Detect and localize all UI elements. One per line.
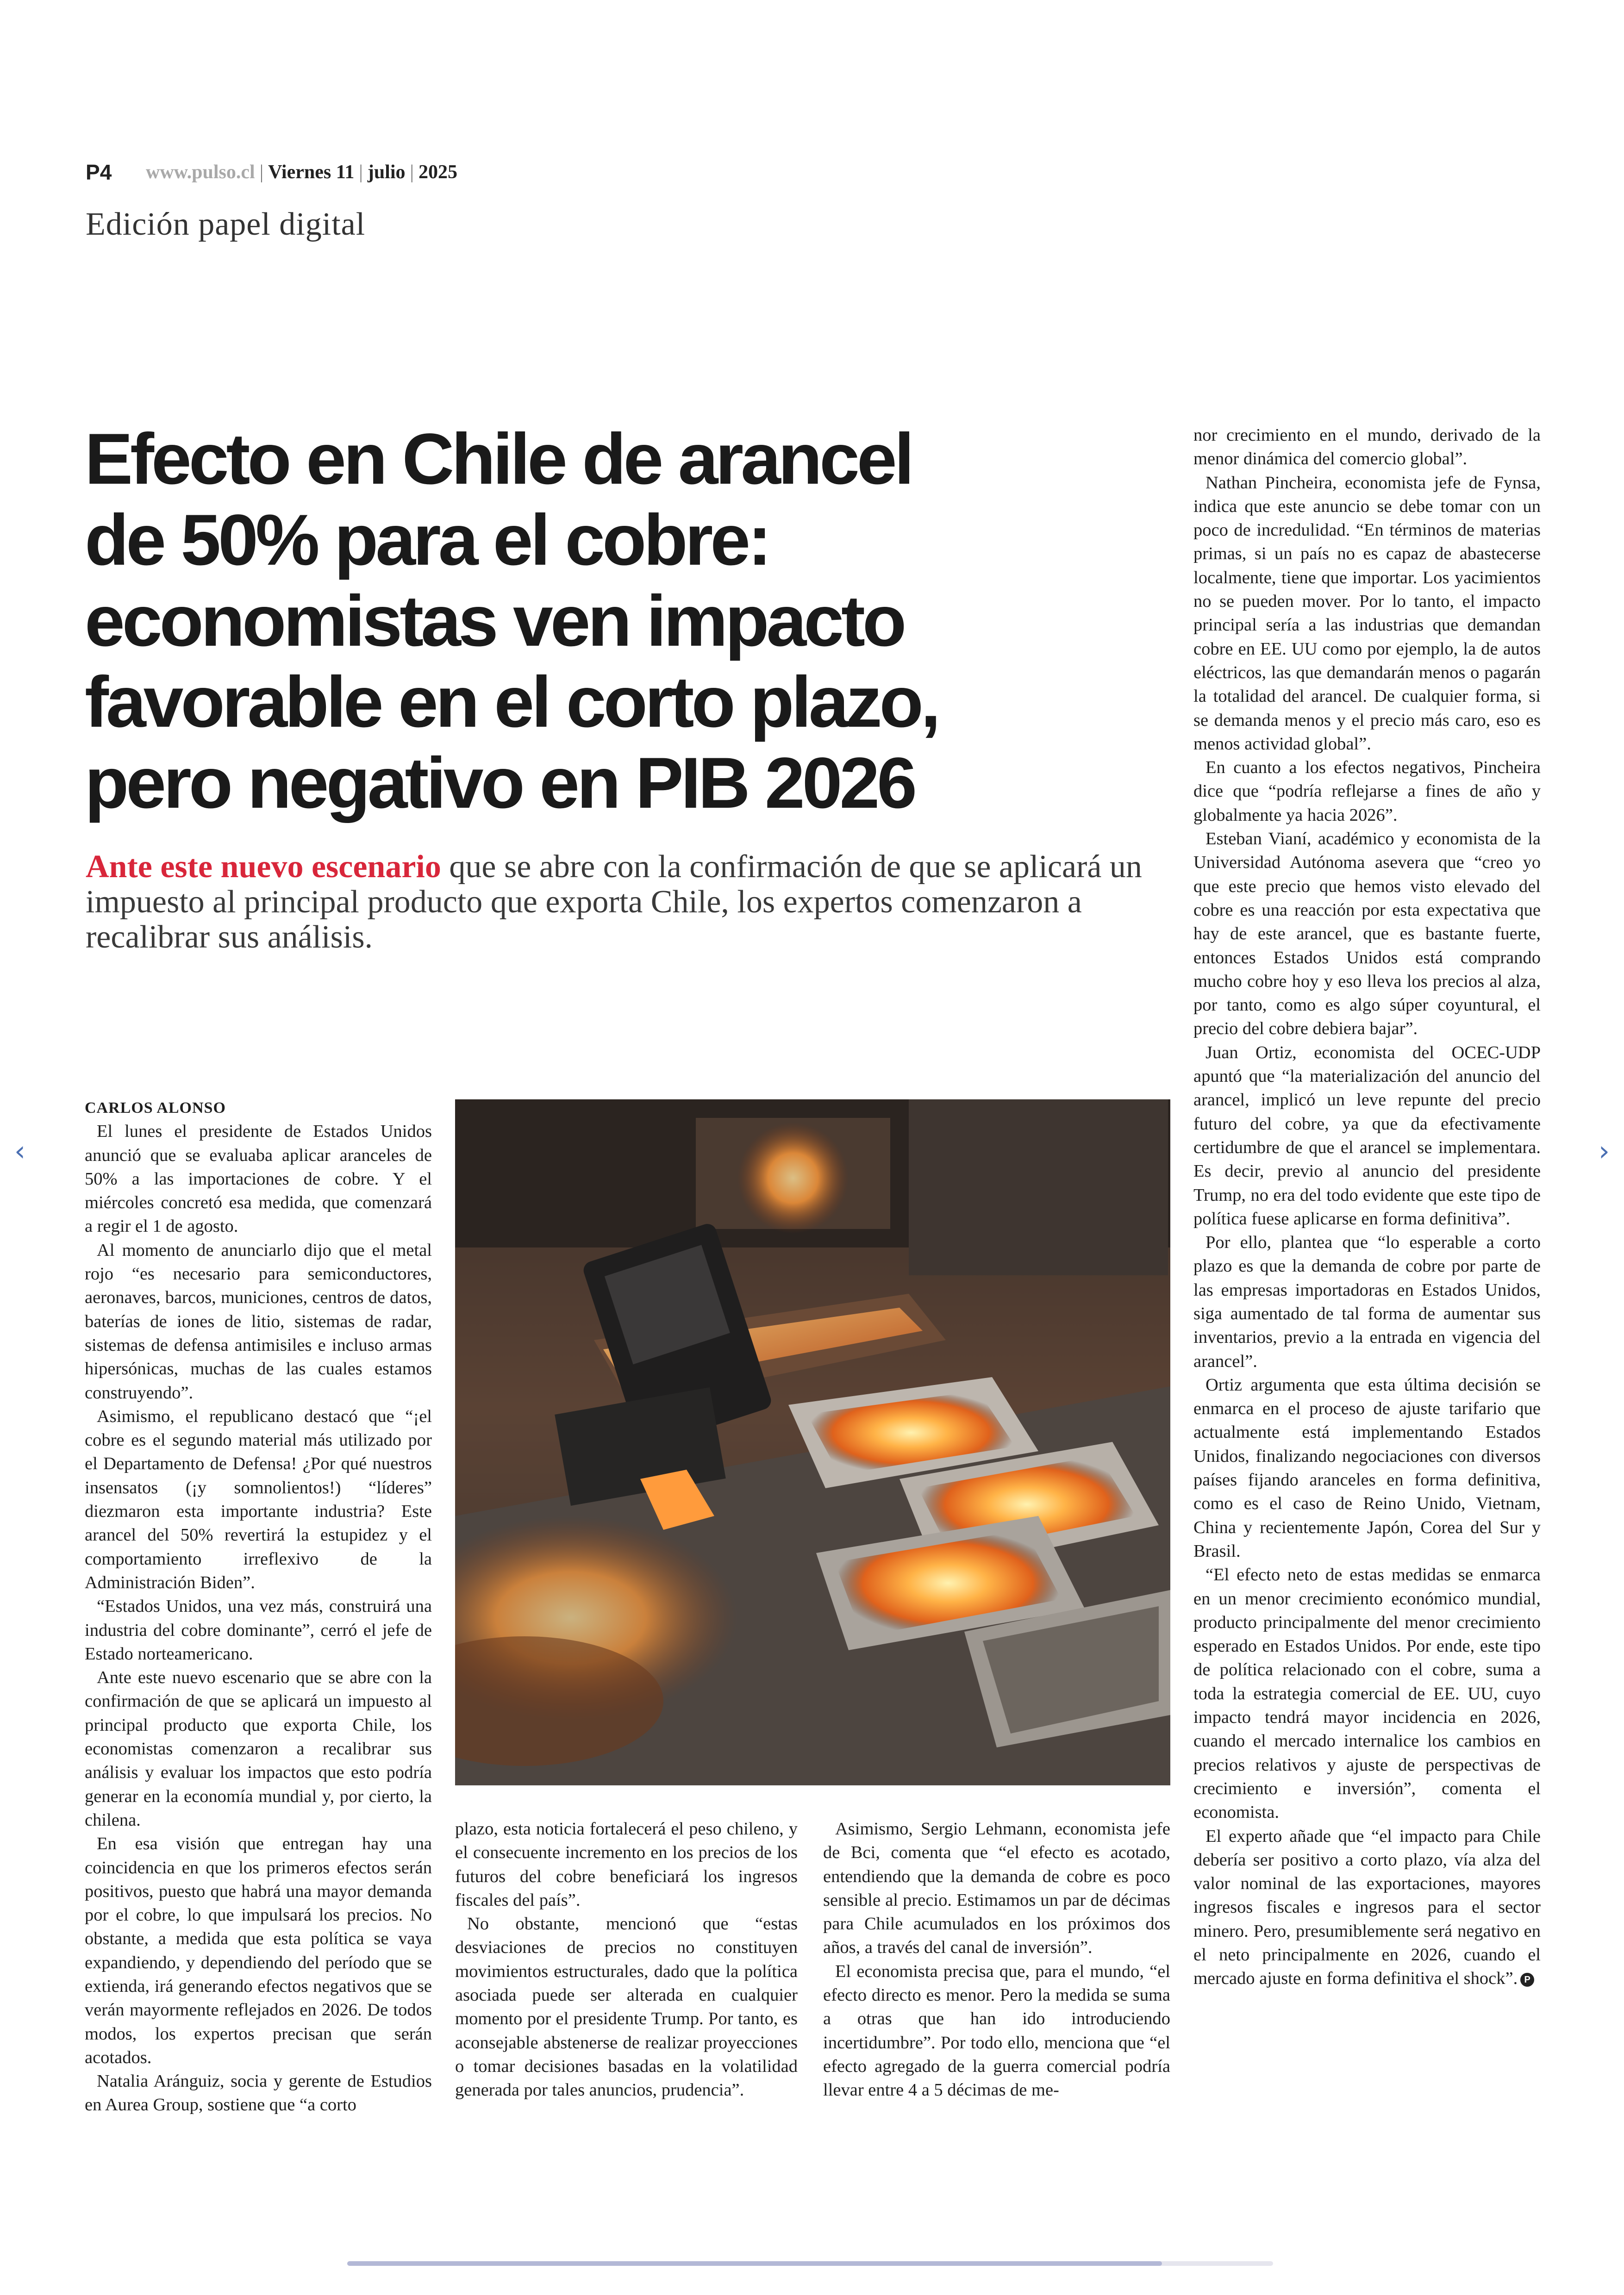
horizontal-scrollbar-thumb[interactable]	[347, 2261, 1162, 2266]
paragraph: nor crecimiento en el mundo, derivado de la menor dinámica del comercio global”.	[1193, 425, 1541, 469]
paragraph: plazo, esta noticia fortalecerá el peso chileno, y el consecuente incremento en los precios de los futuros del cobre beneficiará los ingresos fiscales del país”.	[455, 1819, 798, 1910]
paragraph: Natalia Aránguiz, socia y gerente de Estudios en Aurea Group, sostiene que “a corto	[85, 2071, 432, 2115]
copper-smelter-illustration	[455, 1099, 1170, 1785]
end-mark-icon: P	[1520, 1973, 1534, 1987]
issue-year: 2025	[418, 162, 457, 183]
edition-label: Edición papel digital	[86, 206, 366, 242]
article-column-1	[85, 1096, 432, 2117]
page-number: P4	[86, 160, 112, 184]
deck	[86, 849, 1164, 955]
headline-line: de 50% para el cobre:	[85, 500, 769, 580]
paragraph: Juan Ortiz, economista del OCEC-UDP apuntó que “la materialización del anuncio del arancel, implicó un leve repunte del precio futuro del cobre, ya que da efectivamente certidumbre de que el arancel se implementara. Es decir, previo al anuncio del presidente Trump, no era del todo evidente que este tipo de política fuese aplicarse en forma definitiva”.	[1193, 1042, 1541, 1229]
paragraph: En cuanto a los efectos negativos, Pincheira dice que “podría reflejarse a fines de año y globalmente ya hacia 2026”.	[1193, 758, 1541, 825]
paragraph: Ante este nuevo escenario que se abre con la confirmación de que se aplicará un impuesto al principal producto que exporta Chile, los economistas comenzaron a recalibrar sus análisis y evaluar los impactos que esto podría generar en la economía mundial y, por cierto, la chilena.	[85, 1668, 432, 1830]
article-photo	[455, 1099, 1170, 1785]
deck-rest: que se abre con la confirmación de que se aplicará un impuesto al principal producto que exporta Chile, los expertos comenzaron a recalibrar sus análisis.	[86, 849, 1142, 955]
article-column-4	[1193, 424, 1541, 1991]
paragraph: Esteban Vianí, académico y economista de la Universidad Autónoma asevera que “creo yo que este precio que hemos visto elevado del cobre es una reacción por esta expectativa que hay de este arancel, que es bastante fuerte, entonces Estados Unidos está comprando mucho cobre hoy y eso lleva los precios al alza, por tanto, como es algo súper coyuntural, el precio del cobre debiera bajar”.	[1193, 829, 1541, 1039]
paragraph: No obstante, mencionó que “estas desviaciones de precios no constituyen movimientos estructurales, dado que la política asociada puede ser alterada en cualquier momento por el presidente Trump. Por tanto, es aconsejable abstenerse de realizar proyecciones o tomar decisiones basadas en la volatilidad generada por tales anuncios, prudencia”.	[455, 1914, 798, 2100]
byline: CARLOS ALONSO	[85, 1099, 226, 1116]
paragraph: “Estados Unidos, una vez más, construirá una industria del cobre dominante”, cerró el jefe de Estado norteamericano.	[85, 1597, 432, 1664]
paragraph: Al momento de anunciarlo dijo que el metal rojo “es necesario para semiconductores, aeronaves, barcos, municiones, centros de datos, baterías de iones de litio, sistemas de radar, sistemas de defensa antimisiles e incluso armas hipersónicas, muchas de las cuales estamos construyendo”.	[85, 1240, 432, 1403]
paragraph: “El efecto neto de estas medidas se enmarca en un menor crecimiento económico mundial, producto principalmente del menor crecimiento esperado en Estados Unidos. Por ende, este tipo de política relacionado con el cobre, suma a toda la estrategia comercial de EE. UU, cuyo impacto tendrá mayor incidencia en 2026, cuando el mercado internalice los cambios en precios relativos y ajuste de perspectivas de crecimiento e inversión”, comenta el economista.	[1193, 1565, 1541, 1822]
headline	[85, 419, 1168, 824]
paragraph: El economista precisa que, para el mundo, “el efecto directo es menor. Pero la medida se suma a otras que han ido introduciendo incertidumbre”. Por todo ello, menciona que “el efecto agregado de la guerra comercial podría llevar entre 4 a 5 décimas de me-	[823, 1961, 1170, 2100]
paragraph	[1193, 1825, 1541, 1991]
paragraph: Ortiz argumenta que esta última decisión se enmarca en el proceso de ajuste tarifario que actualmente está implementando Estados Unidos, finalizando negociaciones con diversos países fijando aranceles en forma definitiva, como es el caso de Reino Unido, Vietnam, China y recientemente Japón, Corea del Sur y Brasil.	[1193, 1375, 1541, 1561]
site-url[interactable]: www.pulso.cl	[146, 162, 255, 183]
paragraph-text: El experto añade que “el impacto para Chile debería ser positivo a corto plazo, vía alza del valor nominal de las exportaciones, mayores ingresos fiscales e ingresos para el sector minero. Pero, presumiblemente será negativo en el neto principalmente en 2026, cuando el mercado ajuste en forma definitiva el shock”.	[1193, 1826, 1541, 1989]
headline-line: favorable en el corto plazo,	[85, 662, 938, 742]
paragraph: En esa visión que entregan hay una coincidencia en que los primeros efectos serán positivos, puesto que habrá una mayor demanda por el cobre, lo que impulsará los precios. No obstante, a medida que esta política se vaya expandiendo, y dependiendo del período que se extienda, irá generando efectos negativos que se verán mayormente reflejados en 2026. De todos modos, los expertos precisan que serán acotados.	[85, 1834, 432, 2067]
chevron-left-icon: ‹	[14, 1135, 25, 1167]
header-meta: www.pulso.cl | Viernes 11 | julio | 2025	[146, 162, 457, 183]
article-column-3	[823, 1817, 1170, 2102]
headline-line: Efecto en Chile de arancel	[85, 419, 912, 499]
paragraph: Asimismo, Sergio Lehmann, economista jefe de Bci, comenta que “el efecto es acotado, entendiendo que la demanda de cobre es poco sensible al precio. Estimamos un par de décimas para Chile acumulados en los próximos dos años, a través del canal de inversión”.	[823, 1819, 1170, 1958]
article-column-2	[455, 1817, 798, 2102]
paragraph: El lunes el presidente de Estados Unidos anunció que se evaluaba aplicar aranceles de 50% a las importaciones de cobre. Y el miércoles concretó esa medida, que comenzará a regir el 1 de agosto.	[85, 1122, 432, 1236]
paragraph: Por ello, plantea que “lo esperable a corto plazo es que la demanda de cobre por parte de las empresas importadoras en Estados Unidos, siga aumentado de tal forma de aumentar sus inventarios, previo a la entrada en vigencia del arancel”.	[1193, 1233, 1541, 1371]
issue-day: Viernes 11	[268, 162, 355, 183]
chevron-right-icon: ›	[1599, 1135, 1610, 1167]
previous-page-button[interactable]	[4, 1126, 36, 1177]
headline-line: economistas ven impacto	[85, 581, 904, 661]
paragraph: Asimismo, el republicano destacó que “¡el cobre es el segundo material más utilizado por el Departamento de Defensa! ¿Por qué nuestros insensatos (¡y somnolientos!) “líderes” diezmaron esta importante industria? Este arancel del 50% revertirá la estupidez y el comportamiento irreflexivo de la Administración Biden”.	[85, 1406, 432, 1592]
next-page-button[interactable]	[1588, 1126, 1620, 1177]
issue-month: julio	[367, 162, 406, 183]
paragraph: Nathan Pincheira, economista jefe de Fynsa, indica que este anuncio se debe tomar con un poco de incredulidad. “En términos de materias primas, si un país no es capaz de abastecerse localmente, tiene que importar. Los yacimientos no se pueden mover. Por lo tanto, el impacto principal sería a las industrias que demandan cobre en EE. UU como por ejemplo, la de autos eléctricos, las que demandarán menos o pagarán la totalidad del arancel. De cualquier forma, si se demanda menos y el precio más caro, eso es menos actividad global”.	[1193, 473, 1541, 754]
deck-lead: Ante este nuevo escenario	[86, 849, 441, 885]
headline-line: pero negativo en PIB 2026	[85, 743, 915, 823]
